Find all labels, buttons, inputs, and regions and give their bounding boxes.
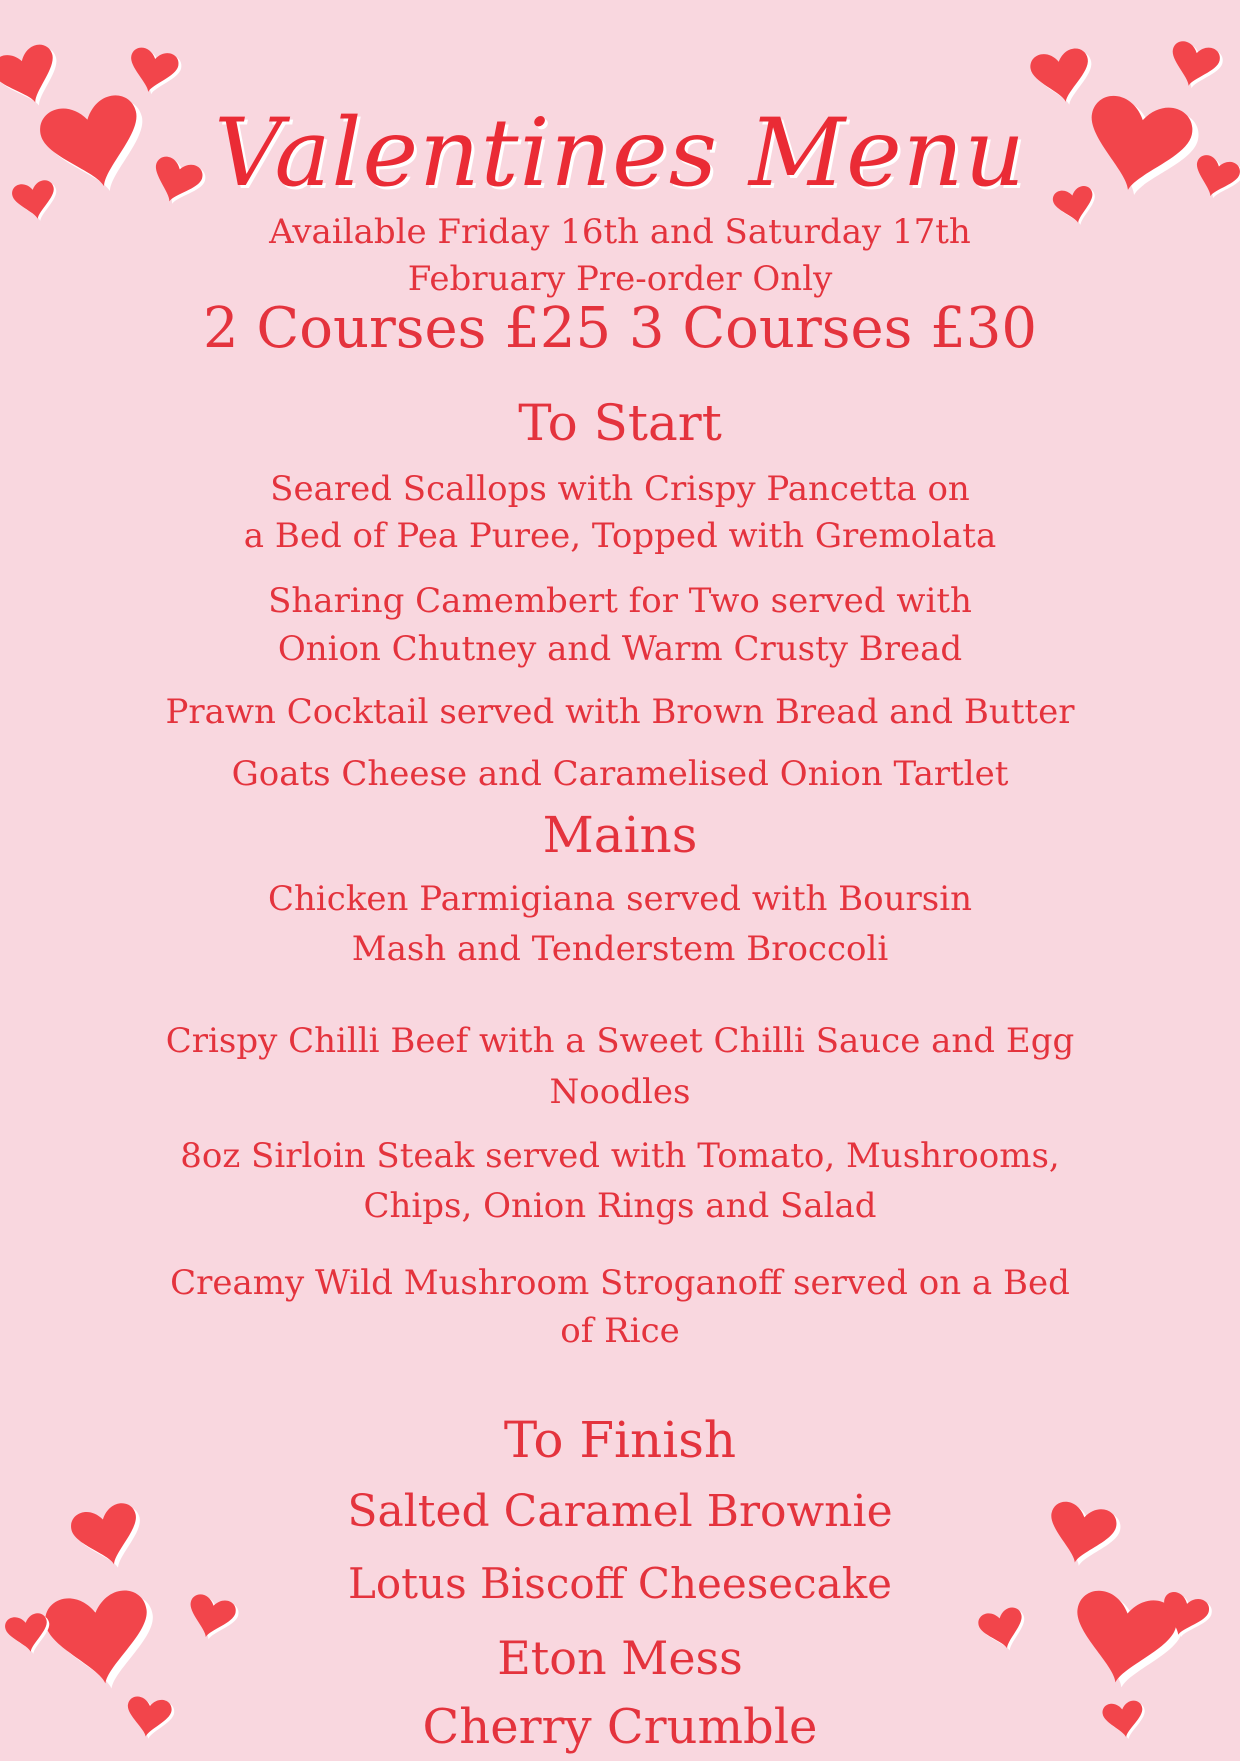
main-item-4-line-1: Creamy Wild Mushroom Stroganoff served on a Bed <box>170 1263 1070 1303</box>
starter-item-1-line-1: Seared Scallops with Crispy Pancetta on <box>270 469 970 509</box>
dessert-item-3: Eton Mess <box>497 1631 743 1685</box>
heart-icon <box>0 41 68 115</box>
starters-heading: To Start <box>518 394 722 452</box>
main-item-3-line-2: Chips, Onion Rings and Salad <box>363 1186 877 1226</box>
main-item-2-line-1: Crispy Chilli Beef with a Sweet Chilli Sauce and Egg <box>165 1021 1075 1061</box>
menu-title: Valentines Menu <box>214 99 1026 208</box>
main-item-4-line-2: of Rice <box>560 1311 680 1351</box>
heart-icon <box>125 46 184 100</box>
heart-icon <box>1028 47 1097 110</box>
desserts-heading: To Finish <box>503 1411 737 1469</box>
mains-heading: Mains <box>542 806 698 864</box>
dessert-item-4: Cherry Crumble <box>422 1699 818 1755</box>
starter-item-2-line-2: Onion Chutney and Warm Crusty Bread <box>277 629 963 669</box>
main-item-3-line-1: 8oz Sirloin Steak served with Tomato, Mushrooms, <box>180 1136 1060 1176</box>
starter-item-4: Goats Cheese and Caramelised Onion Tartlet <box>231 754 1009 794</box>
main-item-1-line-1: Chicken Parmigiana served with Boursin <box>267 879 973 919</box>
starter-item-1-line-2: a Bed of Pea Puree, Topped with Gremolata <box>243 516 997 556</box>
main-item-1-line-2: Mash and Tenderstem Broccoli <box>351 929 889 969</box>
dessert-item-1: Salted Caramel Brownie <box>347 1486 893 1537</box>
availability-line-2: February Pre-order Only <box>407 259 833 299</box>
dessert-item-2: Lotus Biscoff Cheesecake <box>347 1559 893 1608</box>
main-item-2-line-2: Noodles <box>549 1072 691 1112</box>
starter-item-2-line-1: Sharing Camembert for Two served with <box>268 581 972 621</box>
availability-line-1: Available Friday 16th and Saturday 17th <box>269 212 971 252</box>
heart-icon <box>1165 39 1225 94</box>
pricing: 2 Courses £25 3 Courses £30 <box>202 296 1038 361</box>
starter-item-3: Prawn Cocktail served with Brown Bread and Butter <box>165 692 1075 732</box>
